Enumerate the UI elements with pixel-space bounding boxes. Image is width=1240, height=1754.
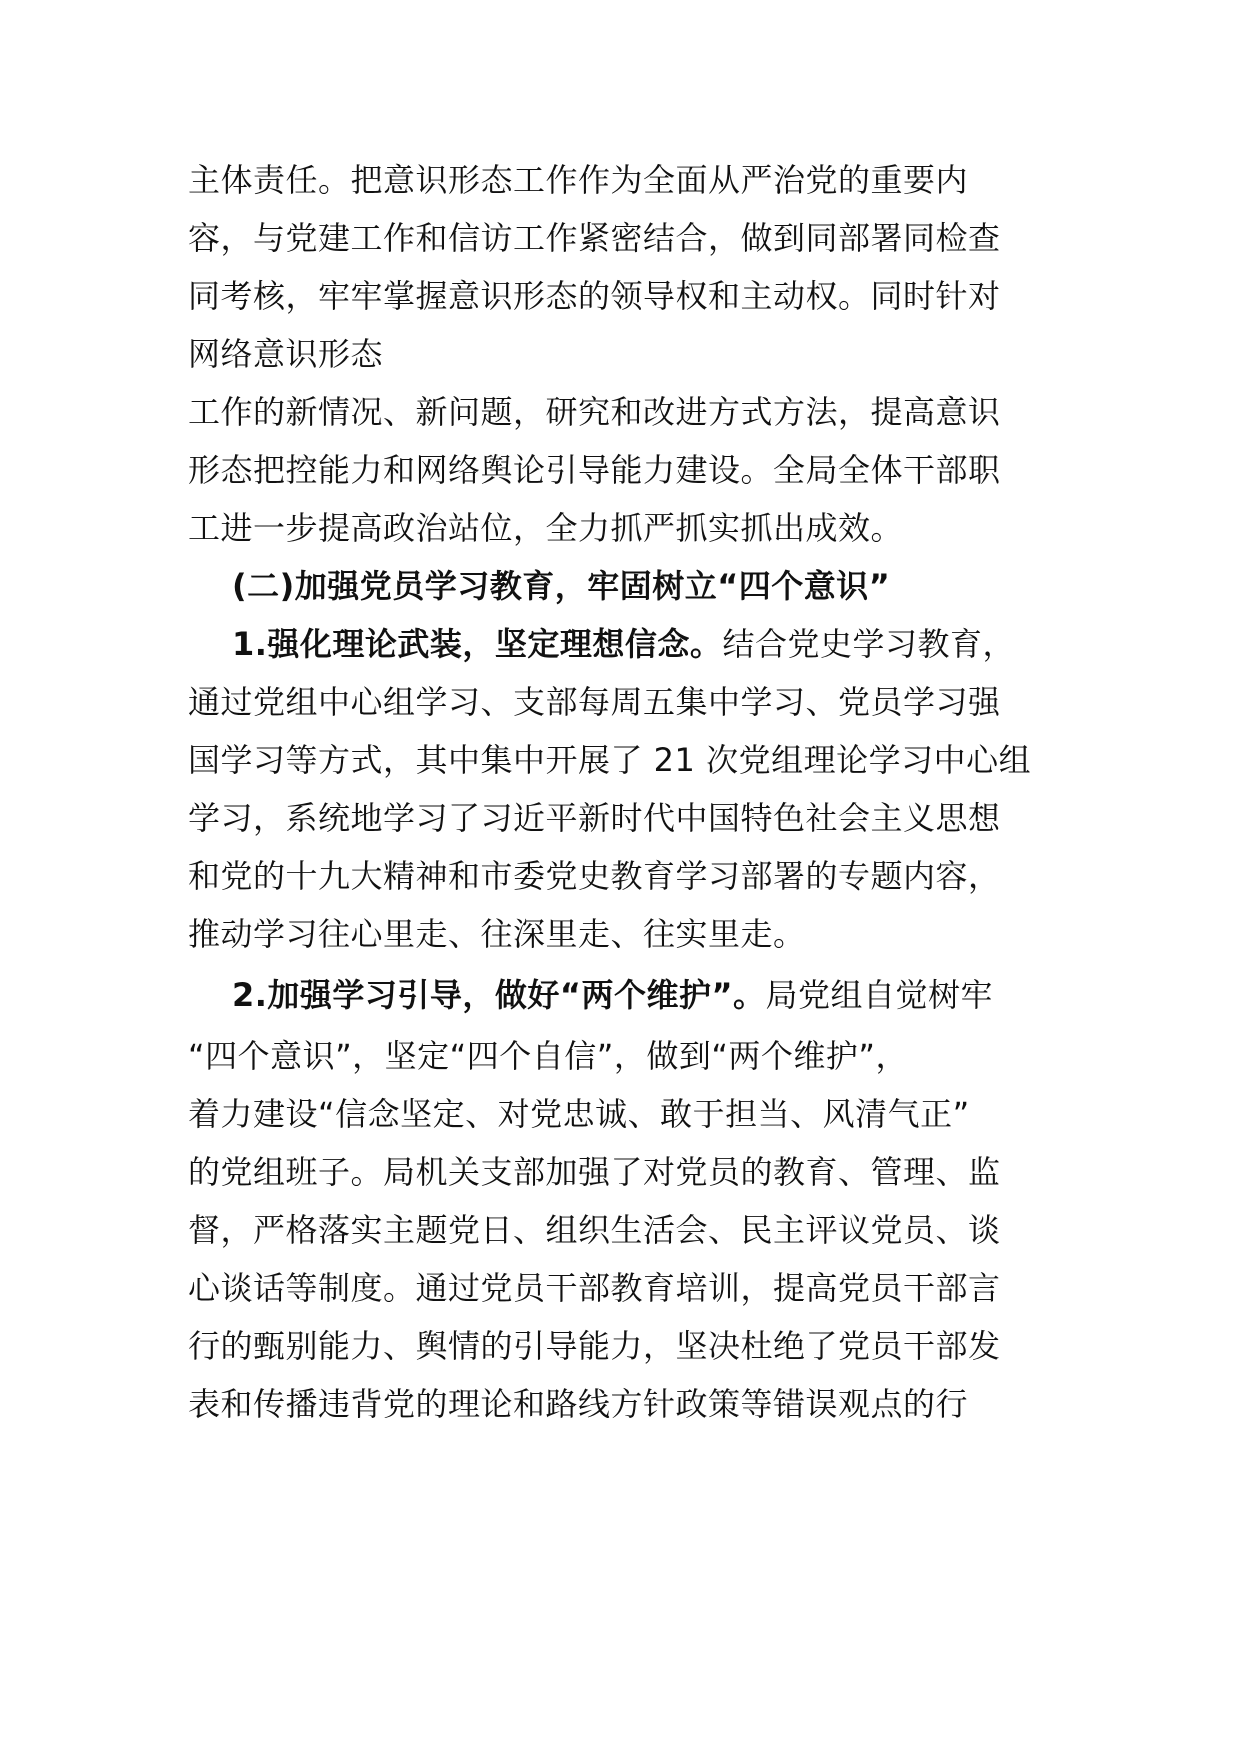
paragraph-line: 表和传播违背党的理论和路线方针政策等错误观点的行	[188, 1385, 969, 1423]
numbered-item-2	[232, 975, 993, 1015]
paragraph-line: 推动学习往心里走、往深里走、往实里走。	[188, 915, 806, 953]
paragraph-line: 国学习等方式，其中集中开展了 21 次党组理论学习中心组	[188, 741, 1032, 779]
item-1-text: 结合党史学习教育，	[722, 625, 1015, 663]
paragraph-line: “四个意识”，坚定“四个自信”，做到“两个维护”，	[188, 1037, 908, 1075]
paragraph-line: 学习，系统地学习了习近平新时代中国特色社会主义思想	[188, 799, 1001, 837]
paragraph-line: 网络意识形态	[188, 335, 384, 373]
paragraph-line: 容，与党建工作和信访工作紧密结合，做到同部署同检查	[188, 219, 1001, 257]
paragraph-line: 着力建设“信念坚定、对党忠诚、敢于担当、风清气正”	[188, 1095, 970, 1133]
section-heading: (二)加强党员学习教育，牢固树立“四个意识”	[232, 567, 891, 605]
item-1-lead: 1.强化理论武装，坚定理想信念。	[232, 625, 723, 663]
paragraph-line: 和党的十九大精神和市委党史教育学习部署的专题内容，	[188, 857, 1001, 895]
paragraph-line: 工进一步提高政治站位，全力抓严抓实抓出成效。	[188, 509, 904, 547]
paragraph-line: 的党组班子。局机关支部加强了对党员的教育、管理、监	[188, 1153, 1001, 1191]
paragraph-line: 行的甄别能力、舆情的引导能力，坚决杜绝了党员干部发	[188, 1327, 1001, 1365]
paragraph-line: 通过党组中心组学习、支部每周五集中学习、党员学习强	[188, 683, 1001, 721]
paragraph-line: 形态把控能力和网络舆论引导能力建设。全局全体干部职	[188, 451, 1001, 489]
paragraph-line: 同考核，牢牢掌握意识形态的领导权和主动权。同时针对	[188, 277, 1001, 315]
numbered-item-1	[232, 624, 1015, 664]
paragraph-line: 心谈话等制度。通过党员干部教育培训，提高党员干部言	[188, 1269, 1001, 1307]
paragraph-line: 督，严格落实主题党日、组织生活会、民主评议党员、谈	[188, 1211, 1001, 1249]
item-2-text: 局党组自觉树牢	[765, 976, 994, 1014]
item-2-lead: 2.加强学习引导，做好“两个维护”。	[232, 976, 766, 1014]
paragraph-line: 工作的新情况、新问题，研究和改进方式方法，提高意识	[188, 393, 1001, 431]
paragraph-line: 主体责任。把意识形态工作作为全面从严治党的重要内	[188, 161, 969, 199]
